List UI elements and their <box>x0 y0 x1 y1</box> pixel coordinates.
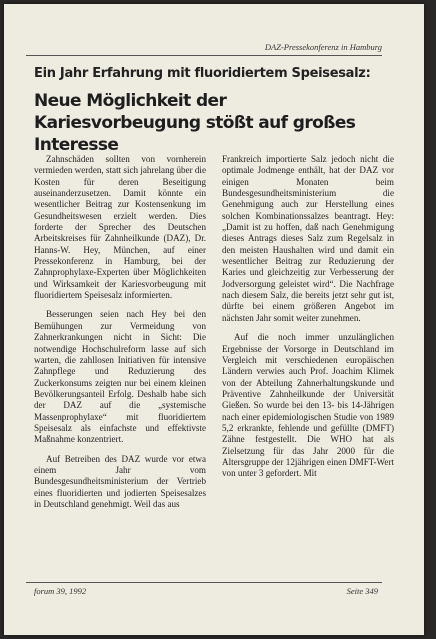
paragraph: Auf Betreiben des DAZ wurde vor etwa einem Jahr vom Bundesgesundheitsministerium der Vertrieb eines fluoridierten und jodierten Speisesalzes in Deutschland genehmigt. Weil das aus <box>34 453 206 509</box>
footer-rule <box>26 582 382 583</box>
article-kicker: Ein Jahr Erfahrung mit fluoridiertem Speisesalz: <box>34 66 371 81</box>
paragraph: Zahnschäden sollten von vornherein vermieden werden, statt sich jahrelang über die Kosten für deren Beseitigung auseinanderzusetzen. Damit könnte ein wesentlicher Beitrag zur Kostensenkung im Gesundheitswesen erzielt werden. Dies forderte der Sprecher des Deutschen Arbeitskreises für Zahnheilkunde (DAZ), Dr. Hanns-W. Hey, München, auf einer Pressekonferenz in Hamburg, bei der Zahnprophylaxe-Experten über Möglichkeiten und Wirksamkeit der Kariesvorbeugung mit fluoridiertem Speisesalz informierten. <box>34 154 206 301</box>
paragraph: Auf die noch immer unzulänglichen Ergebnisse der Vorsorge in Deutschland im Vergleich mit verschiedenen europäischen Ländern verwies auch Prof. Joachim Klimek von der Abteilung Zahnerhaltungskunde und Präventive Zahnheilkunde der Universität Gießen. So wurde bei den 13- bis 14-Jährigen nach einer epidemiologischen Studie von 1989 5,2 erkrankte, fehlende und gefüllte (DMFT) Zähne festgestellt. Die WHO hat als Zielsetzung für das Jahr 2000 für die Altersgruppe der 12jährigen einen DMFT-Wert von unter 3 gefordert. Mit <box>222 332 394 479</box>
journal-citation: forum 39, 1992 <box>34 586 87 596</box>
journal-page <box>4 4 424 635</box>
left-column <box>34 154 206 518</box>
header-rule <box>26 55 382 56</box>
page-number: Seite 349 <box>346 586 378 596</box>
right-column <box>222 154 394 488</box>
paragraph: Besserungen seien nach Hey bei den Bemühungen zur Vermeidung von Zahnerkrankungen nicht in Sicht: Die notwendige Hochschulreform lasse auf sich warten, die zahllosen Initiativen für intensive Zahnpflege und Reduzierung des Zuckerkonsums zeigten nur bei einem kleinen Bevölkerungsanteil Erfolg. Deshalb habe sich der DAZ auf die „systemische Massenprophylaxe“ mit fluoridiertem Speisesalz als einfachste und effektivste Maßnahme konzentriert. <box>34 309 206 445</box>
paragraph: Frankreich importierte Salz jedoch nicht die optimale Jodmenge enthält, hat der DAZ vor einigen Monaten beim Bundesgesundheitsministerium die Genehmigung auch zur Herstellung eines solchen Kombinationssalzes beantragt. Hey: „Damit ist zu hoffen, daß nach Genehmigung dieses Antrags dieses Salz zum Regelsalz in den meisten Haushalten wird und damit ein wesentlicher Beitrag zur Reduzierung der Karies und gleichzeitig zur Verbesserung der Jodversorgung geleistet wird“. Die Nachfrage nach diesem Salz, die bereits jetzt sehr gut ist, dürfte bei einem größeren Angebot im nächsten Jahr somit weiter zunehmen. <box>222 154 394 323</box>
article-headline: Neue Möglichkeit der Kariesvorbeugung stößt auf großes Interesse <box>34 91 356 155</box>
running-head: DAZ-Pressekonferenz in Hamburg <box>264 42 382 52</box>
